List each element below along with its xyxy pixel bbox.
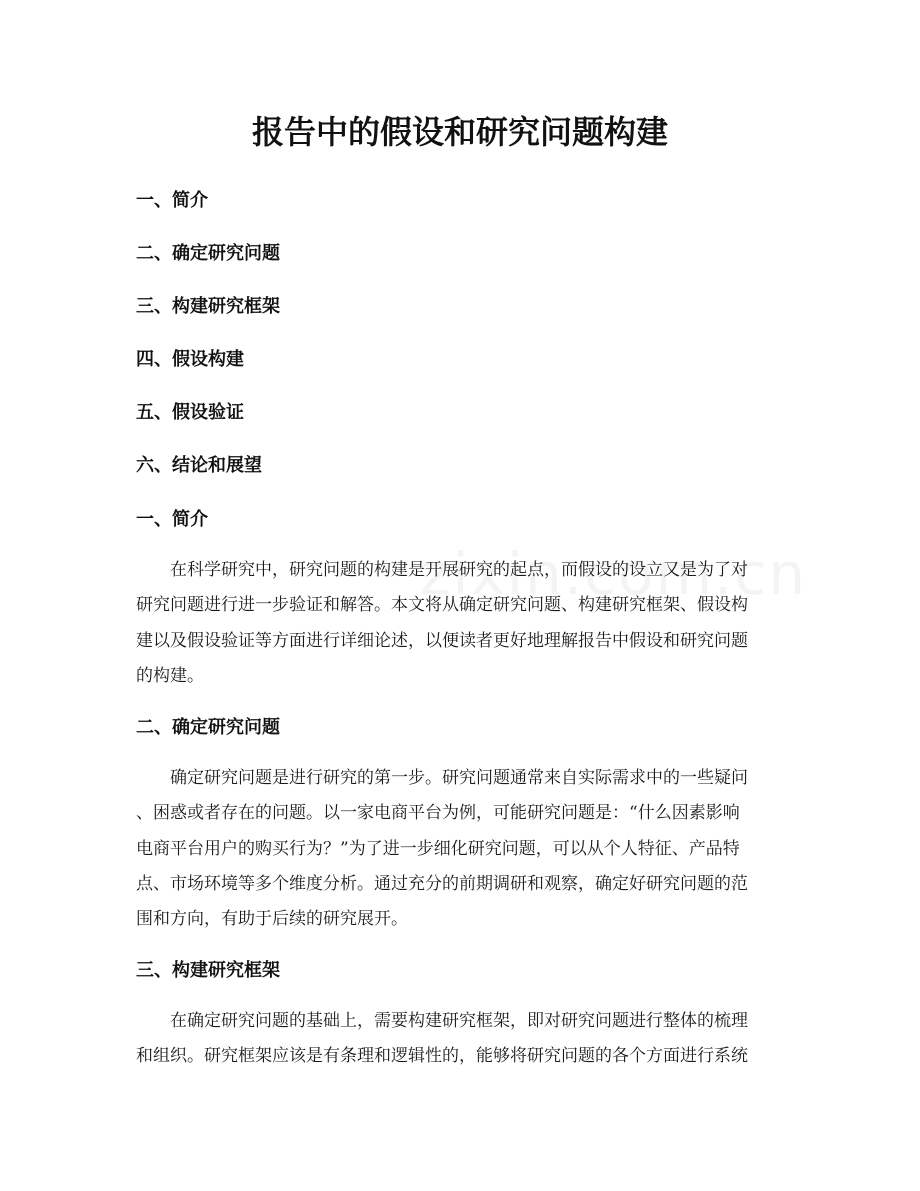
toc-item-conclusion: 六、结论和展望 xyxy=(136,455,262,476)
toc-item-framework: 三、构建研究框架 xyxy=(136,296,280,317)
section-paragraph-framework xyxy=(136,1004,786,1075)
paragraph-line: 围和方向，有助于后续的研究展开。 xyxy=(136,909,408,930)
paragraph-line: 研究问题进行进一步验证和解答。本文将从确定研究问题、构建研究框架、假设构 xyxy=(136,595,748,616)
toc-item-hypothesis: 四、假设构建 xyxy=(136,349,244,370)
section-heading-framework: 三、构建研究框架 xyxy=(136,960,280,981)
paragraph-line: 确定研究问题是进行研究的第一步。研究问题通常来自实际需求中的一些疑问 xyxy=(170,768,748,788)
toc-item-verification: 五、假设验证 xyxy=(136,402,244,423)
paragraph-line: 、困惑或者存在的问题。以一家电商平台为例，可能研究问题是：“什么因素影响 xyxy=(136,803,740,824)
paragraph-line: 电商平台用户的购买行为？”为了进一步细化研究问题，可以从个人特征、产品特 xyxy=(136,838,740,859)
section-paragraph-research-question xyxy=(136,761,786,937)
paragraph-line: 和组织。研究框架应该是有条理和逻辑性的，能够将研究问题的各个方面进行系统 xyxy=(136,1046,748,1067)
paragraph-line: 点、市场环境等多个维度分析。通过充分的前期调研和观察，确定好研究问题的范 xyxy=(136,873,748,894)
paragraph-line: 在科学研究中，研究问题的构建是开展研究的起点，而假设的设立又是为了对 xyxy=(170,560,748,580)
section-heading-research-question: 二、确定研究问题 xyxy=(136,717,280,738)
section-paragraph-intro xyxy=(136,553,786,694)
toc-item-research-question: 二、确定研究问题 xyxy=(136,243,280,264)
page-title: 报告中的假设和研究问题构建 xyxy=(251,113,668,151)
section-heading-intro: 一、简介 xyxy=(136,509,208,530)
toc-item-intro: 一、简介 xyxy=(136,190,208,211)
paragraph-line: 的构建。 xyxy=(136,665,204,686)
paragraph-line: 建以及假设验证等方面进行详细论述，以便读者更好地理解报告中假设和研究问题 xyxy=(136,630,748,651)
paragraph-line: 在确定研究问题的基础上，需要构建研究框架，即对研究问题进行整体的梳理 xyxy=(170,1011,748,1031)
